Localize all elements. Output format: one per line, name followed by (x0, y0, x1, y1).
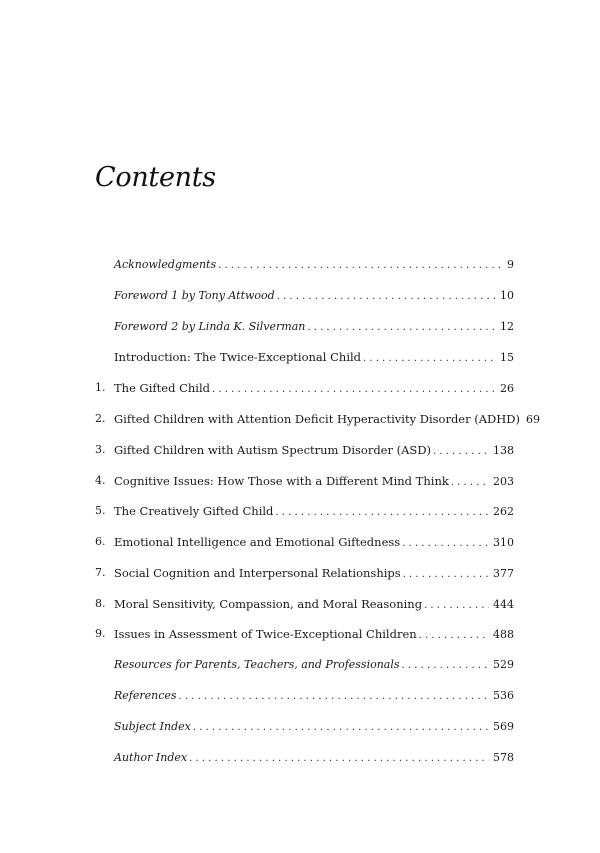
dot-leader (179, 682, 489, 712)
chapter-number: 3. (95, 443, 106, 456)
toc-entry[interactable] (0, 527, 600, 557)
page-number: 262 (493, 505, 514, 518)
dot-leader (403, 560, 489, 590)
entry-title: Moral Sensitivity, Compassion, and Moral Reasoning (114, 597, 423, 611)
dot-leader (451, 468, 489, 498)
toc-entry[interactable] (0, 558, 600, 588)
page-title: Contents (95, 162, 216, 193)
page-number: 10 (500, 289, 514, 302)
dot-leader (212, 375, 496, 405)
page-number: 12 (500, 320, 514, 333)
entry-title: Resources for Parents, Teachers, and Professionals (114, 658, 400, 671)
toc-entry[interactable] (0, 281, 600, 311)
chapter-number: 2. (95, 412, 106, 425)
page-number: 536 (493, 689, 514, 702)
dot-leader (402, 529, 489, 559)
entry-title: Issues in Assessment of Twice-Exceptional Children (114, 627, 417, 641)
entry-title: Gifted Children with Autism Spectrum Disorder (ASD) (114, 443, 432, 457)
page-number: 444 (493, 598, 514, 611)
dot-leader (424, 591, 489, 621)
dot-leader (193, 713, 489, 743)
entry-title: Introduction: The Twice-Exceptional Child (114, 350, 362, 364)
toc-entry[interactable] (0, 466, 600, 496)
page-number: 569 (493, 720, 514, 733)
entry-title: References (114, 689, 177, 702)
toc-entry[interactable] (0, 404, 600, 434)
toc-entry[interactable] (0, 435, 600, 465)
dot-leader (363, 344, 496, 374)
entry-title: The Creatively Gifted Child (114, 504, 274, 518)
entry-title: Gifted Children with Attention Deficit Hyperactivity Disorder (ADHD) (114, 412, 521, 426)
page-number: 488 (493, 628, 514, 641)
dot-leader (218, 251, 503, 281)
entry-title: Emotional Intelligence and Emotional Giftedness (114, 535, 401, 549)
entry-title: Cognitive Issues: How Those with a Different Mind Think (114, 474, 449, 488)
toc-entry[interactable] (0, 743, 600, 773)
chapter-number: 5. (95, 504, 106, 517)
entry-title: Subject Index (114, 720, 191, 733)
chapter-number: 9. (95, 627, 106, 640)
page-number: 578 (493, 751, 514, 764)
dot-leader (433, 437, 489, 467)
dot-leader (189, 744, 489, 774)
chapter-number: 6. (95, 535, 106, 548)
page-number: 69 (526, 413, 541, 426)
entry-title: Social Cognition and Interpersonal Relationships (114, 566, 401, 580)
page-number: 26 (500, 382, 514, 395)
dot-leader (275, 498, 489, 528)
dot-leader (307, 313, 496, 343)
entry-title: Acknowledgments (114, 258, 217, 271)
entry-title: Author Index (114, 751, 188, 764)
page-number: 9 (507, 258, 514, 271)
toc-entry[interactable] (0, 681, 600, 711)
dot-leader (277, 282, 496, 312)
toc-entry[interactable] (0, 496, 600, 526)
dot-leader (402, 651, 489, 681)
page-number: 310 (493, 536, 514, 549)
page-number: 15 (500, 351, 514, 364)
chapter-number: 8. (95, 597, 106, 610)
entry-title: The Gifted Child (114, 381, 211, 395)
toc-entry[interactable] (0, 589, 600, 619)
toc-entry[interactable] (0, 312, 600, 342)
toc-entry[interactable] (0, 619, 600, 649)
toc-entry[interactable] (0, 712, 600, 742)
chapter-number: 4. (95, 474, 106, 487)
page-number: 377 (493, 567, 514, 580)
toc-entry[interactable] (0, 373, 600, 403)
entry-title: Foreword 1 by Tony Attwood (114, 289, 275, 302)
dot-leader (419, 621, 489, 651)
chapter-number: 7. (95, 566, 106, 579)
toc-entry[interactable] (0, 250, 600, 280)
page-number: 203 (493, 475, 514, 488)
page-number: 529 (493, 658, 514, 671)
page-number: 138 (493, 444, 514, 457)
toc-entry[interactable] (0, 650, 600, 680)
toc-entry[interactable] (0, 342, 600, 372)
chapter-number: 1. (95, 381, 106, 394)
entry-title: Foreword 2 by Linda K. Silverman (114, 320, 306, 333)
